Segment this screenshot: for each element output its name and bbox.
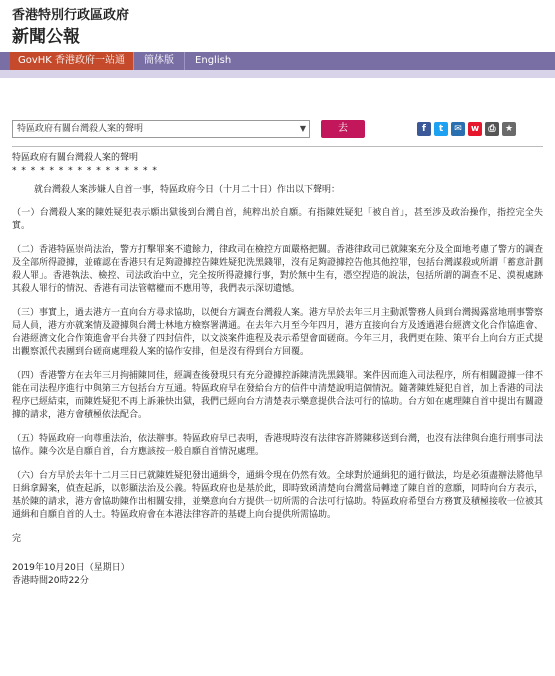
- paragraph-4: （四）香港警方在去年三月拘捕陳同佳，經調查後發現只有充分證據控訴陳清洗黑錢罪。案件因而進入司法程序，所有相關證據一律不能在司法程序進行中與第三方包括台方互通。特區政府早在發給台方的信件中清楚說明這個情況。隨著陳姓疑犯自首，加上香港的司法程序已經結束，而陳姓疑犯不再上訴兼快出獄，我們已經向台方清楚表示樂意提供合法可行的協助。台方如在處理陳自首中提出有關證據的請求，港方會積極依法配合。: [12, 371, 544, 420]
- divider: [12, 146, 543, 147]
- simplified-chinese-link[interactable]: 簡体版: [133, 52, 184, 70]
- chevron-down-icon: ▼: [299, 124, 306, 133]
- print-icon[interactable]: ⎙: [485, 122, 499, 136]
- nav-accent-bar: [0, 70, 555, 78]
- title-stars: * * * * * * * * * * * * * * * *: [12, 166, 158, 176]
- weibo-icon[interactable]: w: [468, 122, 482, 136]
- paragraph-1: （一）台灣殺人案的陳姓疑犯表示願出獄後到台灣自首，純粹出於自願。有指陳姓疑犯「被自首」，甚至涉及政治操作，指控完全失實。: [12, 208, 543, 231]
- facebook-icon[interactable]: f: [417, 122, 431, 136]
- toolbar: [12, 120, 543, 144]
- go-button[interactable]: 去: [321, 120, 365, 138]
- paragraph-6: （六）台方早於去年十二月三日已就陳姓疑犯發出通緝令，通緝令現在仍然有效。全球對於通緝犯的通行做法，均是必須盡辦法將他早日緝拿歸案，偵查起訴，以彰顯法治及公義。特區政府也是基於此，即時致函清楚向台灣當局轉達了陳自首的意願，同時向台方表示，基於陳的請求，港方會協助陳作出相關安排，並樂意向台方提供一切所需的合法可行協助。特區政府希望台方務實及積極接收一位被其通緝和自願自首的人士。特區政府會在本港法律容許的基礎上向台提供所需協助。: [12, 471, 544, 520]
- nav-bar: [0, 52, 555, 70]
- gov-name: 香港特別行政區政府: [12, 8, 130, 23]
- article-select[interactable]: [12, 120, 310, 138]
- article-title: 特區政府有關台灣殺人案的聲明: [12, 153, 139, 163]
- release-date: 2019年10月20日（星期日）: [12, 563, 130, 573]
- bookmark-icon[interactable]: ★: [502, 122, 516, 136]
- end-mark: 完: [12, 534, 22, 544]
- govhk-link[interactable]: GovHK 香港政府一站通: [10, 52, 133, 70]
- paragraph-2: （二）香港特區崇尚法治，警方打擊罪案不遺餘力，律政司在檢控方面嚴格把關。香港律政司已就陳案充分及全面地考慮了警方的調查及全部所得證據，並確認在香港只有足夠證據控告陳姓疑犯洗黑錢罪，沒有足夠證據控告他其他控罪，包括台灣謀殺或所謂「蓄意計劃殺人罪」。香港執法、檢控、司法政治中立，完全按所得證據行事，對於無中生有，憑空捏造的說法，包括所謂的調查不足、漠視處跡其殺人罪行的情況、香港有司法管轄權而不應用等，我們表示深切遺憾。: [12, 245, 544, 294]
- share-icons: [417, 122, 516, 136]
- paragraph-3: （三）事實上，過去港方一直向台方尋求協助，以便台方調查台灣殺人案。港方早於去年三月主動派警務人員到台灣揭露當地刑事警察局人員，港方亦就案情及證據與台灣士林地方檢察署溝通。在去年六月至今年四月，港方直接向台方及透過港台經濟文化合作協進會、台港經濟文化合作策進會平台共發了四封信件，以文淡案件進程及表示希望會面磋商。今年三月，我們更在陸、策平台上向台方正式提出觀察派代表團到台磋商處理殺人案的協作安排，但是沒有得到台方回覆。: [12, 308, 544, 357]
- intro-paragraph: 就台灣殺人案涉嫌人自首一事，特區政府今日（十月二十日）作出以下聲明：: [34, 185, 341, 195]
- article-select-value: 特區政府有關台灣殺人案的聲明: [17, 124, 144, 134]
- article-body: [12, 152, 543, 588]
- email-icon[interactable]: ✉: [451, 122, 465, 136]
- twitter-icon[interactable]: t: [434, 122, 448, 136]
- release-time: 香港時間20時22分: [12, 576, 89, 586]
- english-link[interactable]: English: [184, 52, 241, 70]
- paragraph-5: （五）特區政府一向尊重法治，依法辦事。特區政府早已表明，香港現時沒有法律容許將陳移送到台灣，也沒有法律與台進行刑事司法協作。陳今次是自願自首，台方應該按一般自願自首情況處理。: [12, 434, 544, 457]
- press-release-title: 新聞公報: [12, 27, 80, 47]
